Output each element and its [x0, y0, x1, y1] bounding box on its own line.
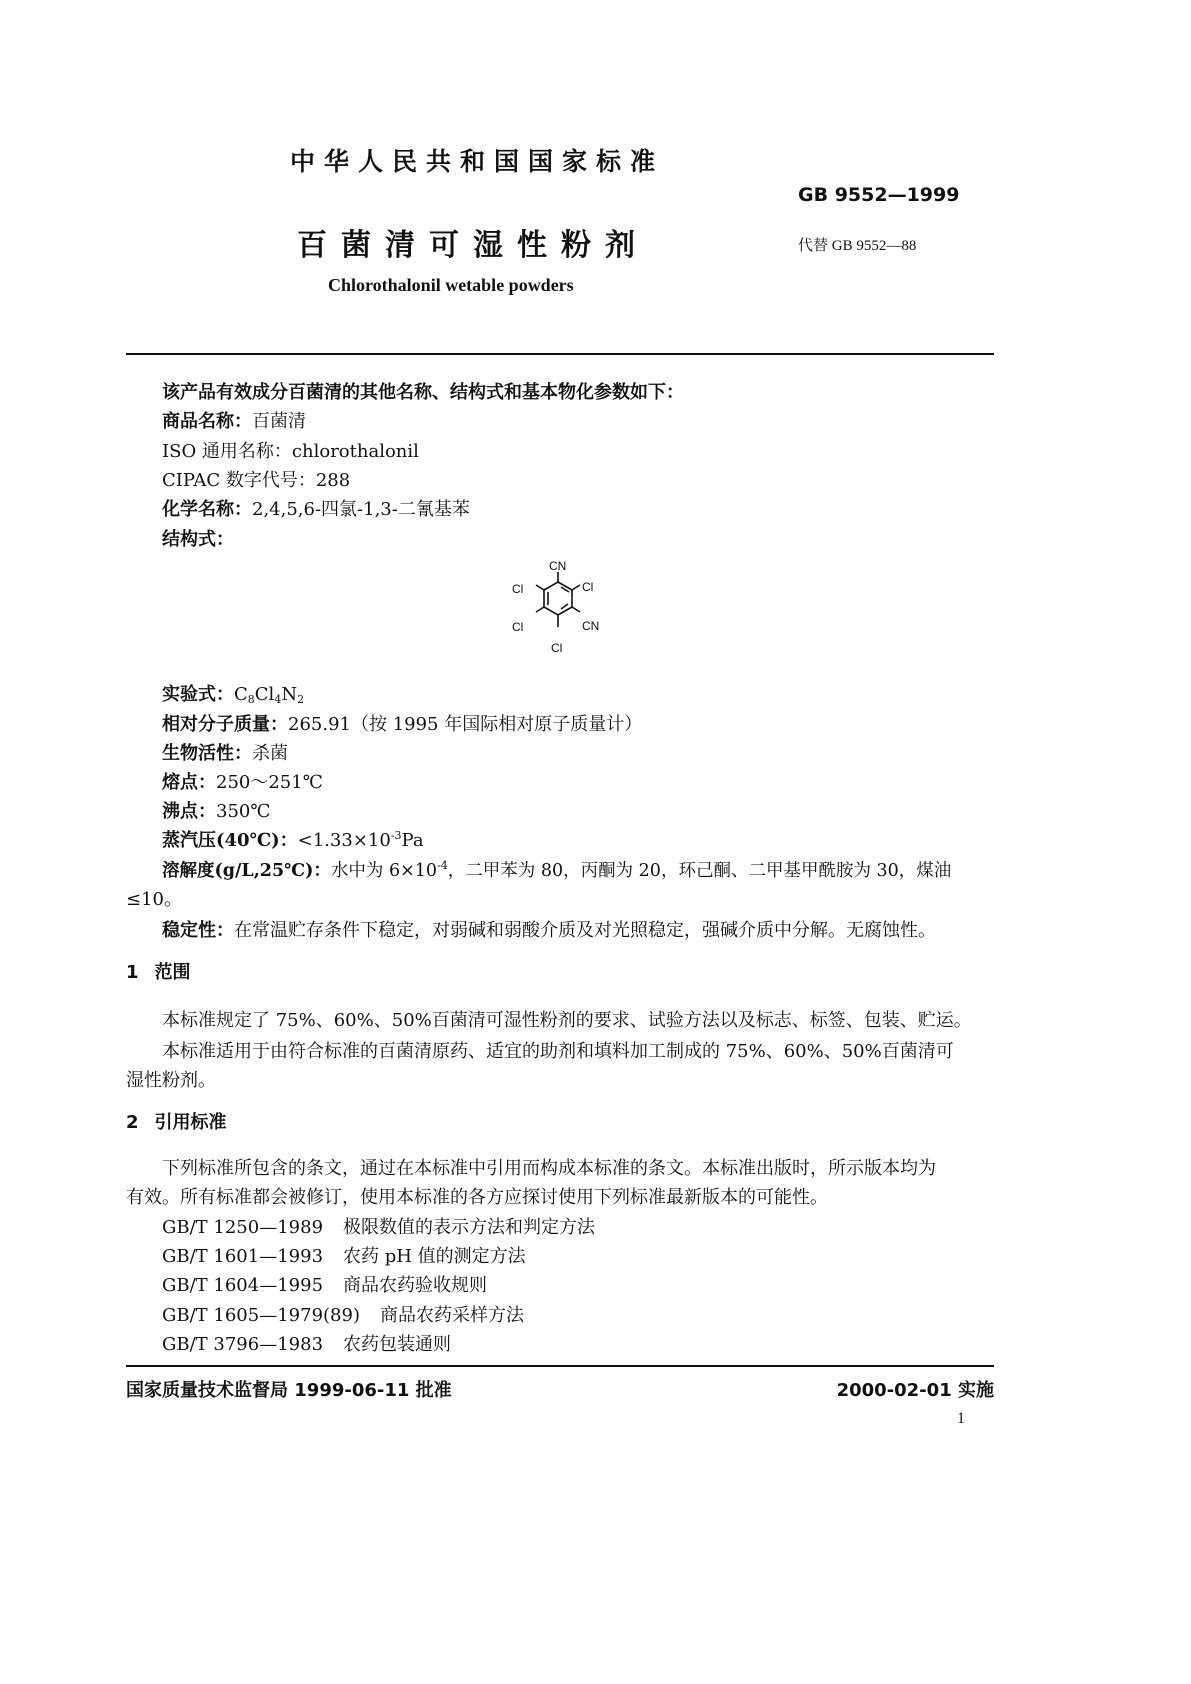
reference-code: GB/T 1605—1979(89)	[162, 1305, 360, 1326]
iso-name-line	[162, 440, 419, 464]
bio-activity-line: 生物活性：杀菌	[162, 743, 288, 764]
reference-item	[162, 1304, 524, 1328]
replaces-note: 代替 GB 9552—88	[798, 238, 917, 254]
stability-line: 稳定性：在常温贮存条件下稳定，对弱碱和弱酸介质及对光照稳定，强碱介质中分解。无腐蚀性。	[162, 920, 936, 941]
atom-cl-lower-left: Cl	[512, 620, 524, 634]
reference-code: GB/T 1601—1993	[162, 1246, 324, 1267]
reference-code: GB/T 1604—1995	[162, 1275, 324, 1296]
section-1-paragraph-2: 本标准适用于由符合标准的百菌清原药、适宜的助剂和填料加工制成的 75%、60%、50%百菌清可	[162, 1041, 954, 1062]
reference-item	[162, 1216, 595, 1240]
chemical-name-label: 化学名称：	[162, 499, 252, 520]
english-title: Chlorothalonil wetable powders	[328, 275, 574, 295]
structure-label-line	[162, 528, 234, 552]
footer-rule	[126, 1365, 994, 1367]
effective-date: 2000-02-01 实施	[836, 1380, 994, 1401]
section-1-heading	[126, 961, 191, 985]
reference-item	[162, 1245, 526, 1269]
reference-title: 农药 pH 值的测定方法	[343, 1246, 526, 1267]
solubility-continued: ≤10。	[126, 889, 182, 910]
molecular-weight-line: 相对分子质量：265.91（按 1995 年国际相对原子质量计）	[162, 714, 643, 735]
structure-label: 结构式：	[162, 529, 234, 550]
common-name-label: 商品名称：	[162, 411, 252, 432]
document-title: 百菌清可湿性粉剂	[297, 228, 649, 263]
national-standard-title: 中华人民共和国国家标准	[290, 147, 665, 176]
formula-line: 实验式：$C_8Cl_4N_2$	[162, 684, 305, 706]
atom-cl-bottom: Cl	[551, 641, 563, 655]
iso-label: ISO 通用名称：	[162, 441, 292, 462]
section-2-title: 引用标准	[154, 1112, 227, 1133]
section-2-paragraph-cont: 有效。所有标准都会被修订，使用本标准的各方应探讨使用下列标准最新版本的可能性。	[126, 1187, 828, 1208]
reference-item	[162, 1333, 451, 1357]
atom-cn-top: CN	[549, 559, 567, 573]
bond-cl-upper-right	[572, 585, 580, 590]
section-1-paragraph-1: 本标准规定了 75%、60%、50%百菌清可湿性粉剂的要求、试验方法以及标志、标签、包装、贮运。	[162, 1010, 972, 1031]
section-2-heading	[126, 1111, 227, 1135]
approval-note: 国家质量技术监督局 1999-06-11 批准	[126, 1380, 452, 1401]
reference-code: GB/T 3796—1983	[162, 1334, 324, 1355]
common-name-value: 百菌清	[252, 411, 306, 432]
intro-lead: 该产品有效成分百菌清的其他名称、结构式和基本物化参数如下：	[162, 382, 684, 403]
atom-cl-upper-left: Cl	[512, 582, 524, 596]
section-1-number: 1	[126, 962, 139, 983]
solubility-line: 溶解度(g/L,25℃)：水中为 $6\times 10^{-4}$，二甲苯为 80，丙酮为 20，环己酮、二甲基甲酰胺为 30，煤油	[162, 859, 952, 881]
section-1-paragraph-2-cont: 湿性粉剂。	[126, 1070, 216, 1091]
section-2-number: 2	[126, 1112, 139, 1133]
melting-point-line: 熔点：250～251℃	[162, 772, 323, 793]
cipac-line	[162, 469, 350, 493]
cipac-value: 288	[315, 470, 351, 491]
reference-title: 商品农药验收规则	[343, 1275, 488, 1296]
cipac-label: CIPAC 数字代号：	[162, 470, 316, 491]
bond-cl-upper-left	[536, 585, 544, 590]
section-2-paragraph: 下列标准所包含的条文，通过在本标准中引用而构成本标准的条文。本标准出版时，所示版本均为	[162, 1158, 936, 1179]
atom-cl-upper-right: Cl	[582, 580, 594, 594]
chemical-name-value: 2,4,5,6-四氯-1,3-二氰基苯	[252, 499, 470, 520]
common-name-line	[162, 410, 306, 434]
vapor-pressure-line: 蒸汽压(40℃)：$<1.33\times 10^{-3}Pa$	[162, 829, 424, 851]
bond-cl-lower-left	[536, 607, 544, 612]
header-rule	[126, 353, 994, 355]
reference-title: 农药包装通则	[343, 1334, 452, 1355]
section-1-title: 范围	[154, 962, 191, 983]
chemical-name-line	[162, 498, 470, 522]
boiling-point-line: 沸点：350℃	[162, 801, 271, 822]
structural-formula	[500, 555, 620, 660]
reference-item	[162, 1274, 487, 1298]
standard-code: GB 9552—1999	[798, 184, 960, 206]
reference-title: 极限数值的表示方法和判定方法	[343, 1217, 596, 1238]
reference-code: GB/T 1250—1989	[162, 1217, 324, 1238]
reference-title: 商品农药采样方法	[379, 1305, 524, 1326]
iso-value: chlorothalonil	[291, 441, 419, 462]
page-number: 1	[957, 1410, 965, 1427]
bond-cn-right	[572, 607, 580, 612]
atom-cn-right: CN	[582, 619, 600, 633]
